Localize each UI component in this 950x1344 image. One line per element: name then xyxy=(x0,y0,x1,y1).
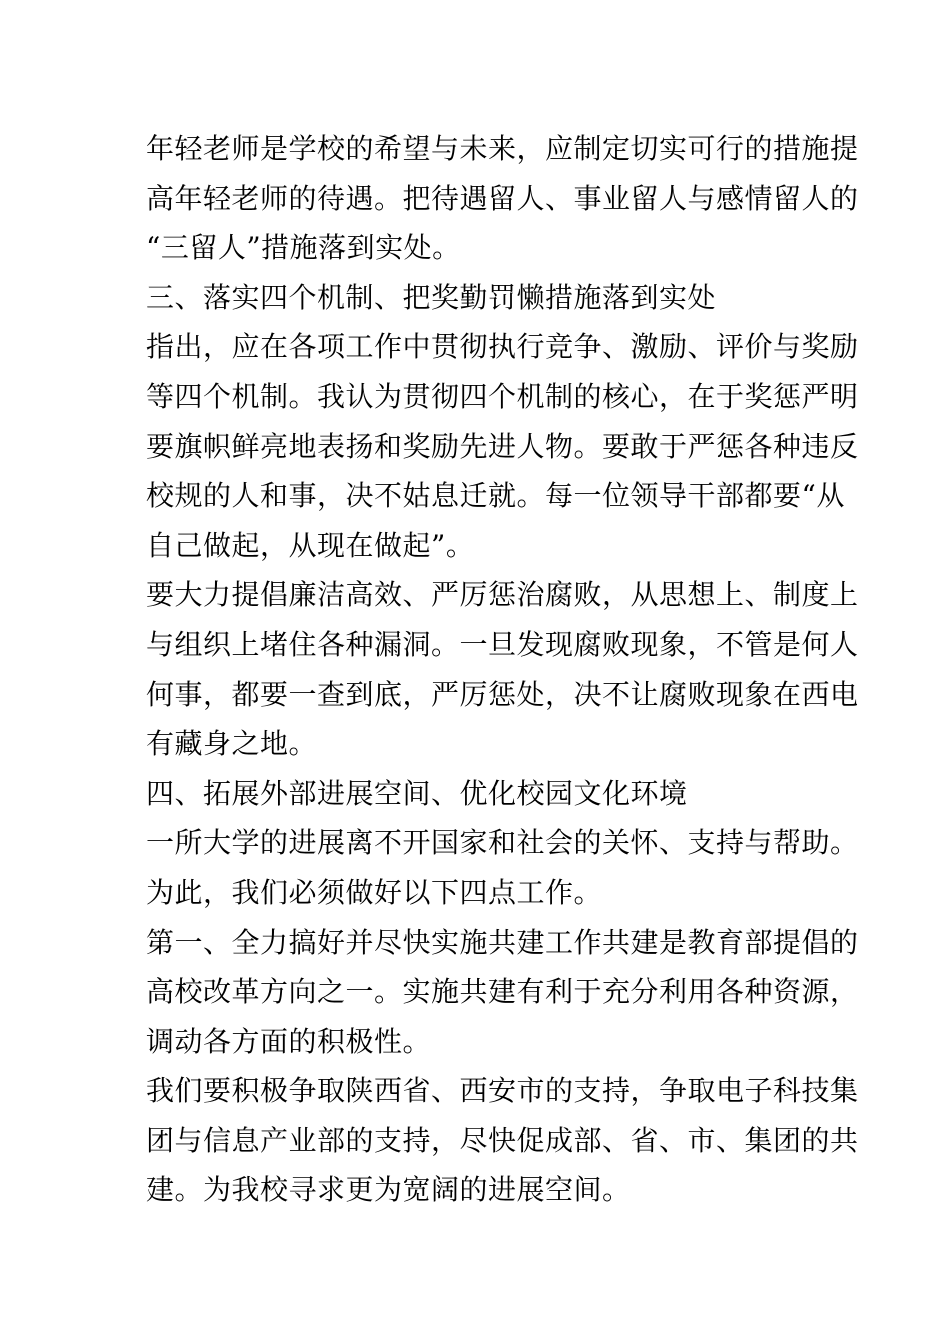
text-line: 高年轻老师的待遇。把待遇留人、事业留人与感情留人的 xyxy=(146,181,859,215)
section-heading: 四、拓展外部进展空间、优化校园文化环境 xyxy=(146,776,688,810)
text-line: 建。为我校寻求更为宽阔的进展空间。 xyxy=(146,1173,631,1207)
text-line: 高校改革方向之一。实施共建有利于充分利用各种资源， xyxy=(146,975,859,1009)
text-line: 指出，应在各项工作中贯彻执行竞争、激励、评价与奖励 xyxy=(146,330,859,364)
text-line: 年轻老师是学校的希望与未来，应制定切实可行的措施提 xyxy=(146,132,859,165)
text-line: 我们要积极争取陕西省、西安市的支持，争取电子科技集 xyxy=(146,1074,859,1108)
text-line: 一所大学的进展离不开国家和社会的关怀、支持与帮助。 xyxy=(146,826,859,860)
text-line: 第一、全力搞好并尽快实施共建工作共建是教育部提倡的 xyxy=(146,925,859,959)
text-line: 何事，都要一查到底，严厉惩处，决不让腐败现象在西电 xyxy=(146,677,859,711)
text-line: 团与信息产业部的支持，尽快促成部、省、市、集团的共 xyxy=(146,1123,859,1157)
text-line: “三留人”措施落到实处。 xyxy=(146,231,461,265)
document-body xyxy=(146,124,859,1215)
text-line: 调动各方面的积极性。 xyxy=(146,1024,432,1058)
text-line: 与组织上堵住各种漏洞。一旦发现腐败现象，不管是何人 xyxy=(146,627,859,661)
text-line: 校规的人和事，决不姑息迁就。每一位领导干部都要“从 xyxy=(146,479,845,513)
text-line: 自己做起，从现在做起”。 xyxy=(146,528,475,562)
text-line: 为此，我们必须做好以下四点工作。 xyxy=(146,875,603,909)
text-line: 有藏身之地。 xyxy=(146,727,318,761)
section-heading: 三、落实四个机制、把奖勤罚懒措施落到实处 xyxy=(146,280,717,314)
text-line: 要旗帜鲜亮地表扬和奖励先进人物。要敢于严惩各种违反 xyxy=(146,429,859,463)
text-line: 等四个机制。我认为贯彻四个机制的核心，在于奖惩严明 xyxy=(146,379,859,413)
text-line: 要大力提倡廉洁高效、严厉惩治腐败，从思想上、制度上 xyxy=(146,578,859,612)
